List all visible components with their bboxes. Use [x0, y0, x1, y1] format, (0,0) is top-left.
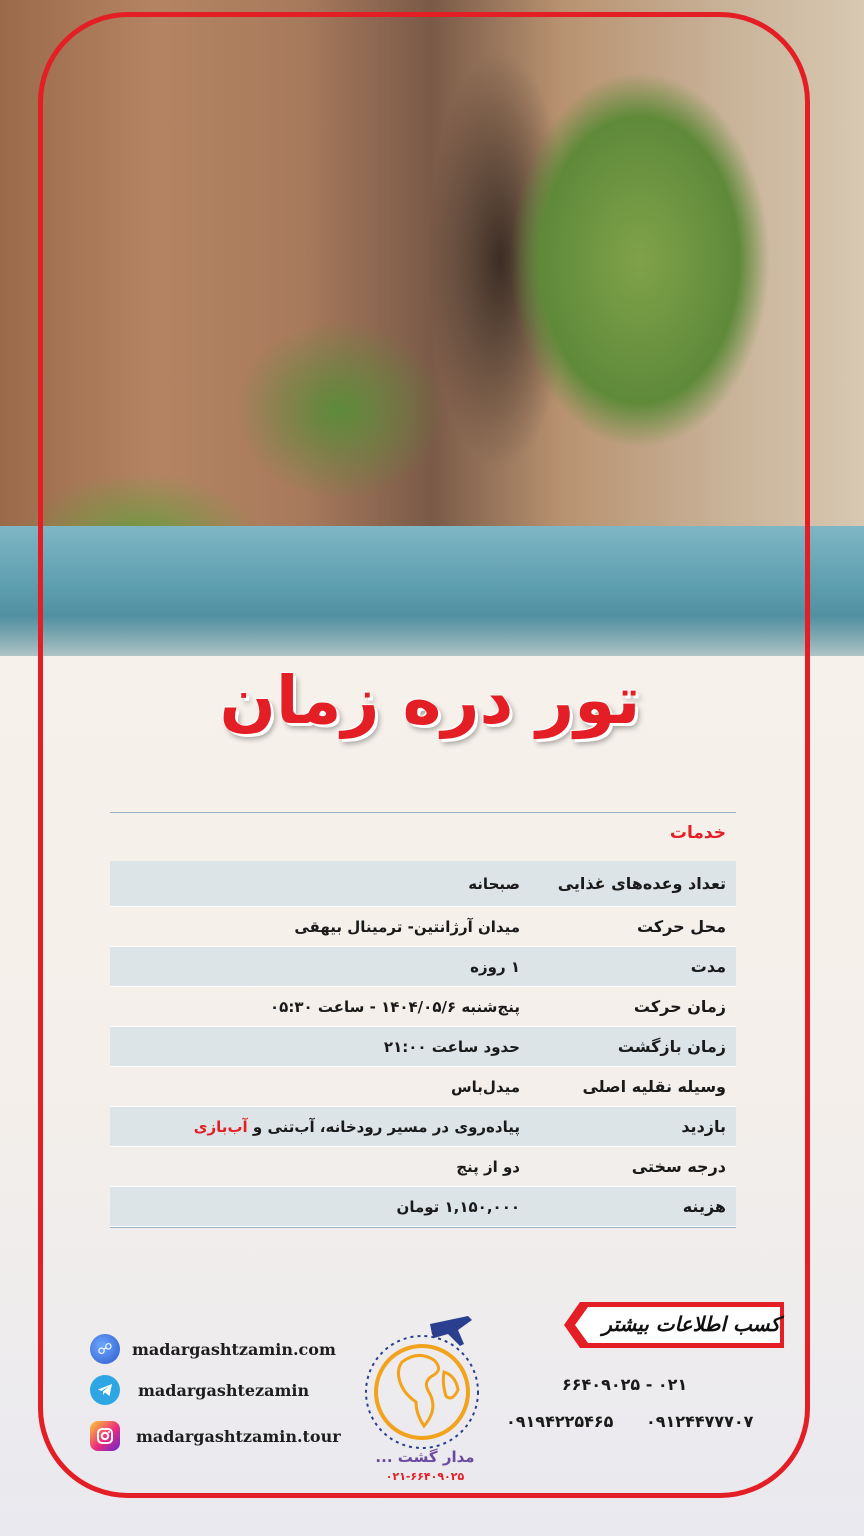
phone-mobile-1[interactable]: ۰۹۱۹۴۲۲۵۴۶۵ [506, 1412, 614, 1431]
logo-brand-name: مدار گشت ... [375, 1448, 475, 1466]
instagram-handle[interactable]: madargashtzamin.tour [136, 1426, 341, 1446]
row-label: درجه سختی [631, 1157, 726, 1176]
instagram-icon [90, 1421, 120, 1451]
tour-title: تور دره زمان [219, 662, 641, 739]
row-value: صبحانه [468, 874, 520, 893]
telegram-handle[interactable]: madargashtezamin [138, 1380, 310, 1400]
hero-photo-canyon [0, 0, 864, 656]
table-row-price [110, 1187, 736, 1227]
row-value: میدل‌باس [450, 1077, 520, 1096]
table-row-duration [110, 947, 736, 987]
visit-highlight: آب‌بازی [193, 1117, 248, 1136]
row-label: زمان حرکت [633, 997, 726, 1016]
row-value: دو از پنج [456, 1157, 520, 1176]
contact-instagram[interactable] [90, 1421, 341, 1451]
phone-mobile-2[interactable]: ۰۹۱۲۴۴۷۷۷۰۷ [646, 1412, 754, 1431]
contact-website[interactable] [90, 1334, 336, 1364]
services-heading: خدمات [669, 823, 726, 843]
table-row-departure-time [110, 987, 736, 1027]
row-value: ۱ روزه [470, 957, 520, 976]
table-row-visit [110, 1107, 736, 1147]
row-label: وسیله نقلیه اصلی [582, 1077, 726, 1096]
price-value: ۱,۱۵۰,۰۰۰ تومان [396, 1197, 520, 1216]
table-row-return-time [110, 1027, 736, 1067]
telegram-icon [90, 1375, 120, 1405]
logo-phone: ۰۲۱-۶۶۴۰۹۰۲۵ [385, 1470, 465, 1483]
services-table [110, 812, 736, 1228]
row-value [110, 1118, 526, 1136]
row-value: پنج‌شنبه ۱۴۰۴/۰۵/۶ - ساعت ۰۵:۳۰ [270, 997, 520, 1016]
table-row-vehicle [110, 1067, 736, 1107]
table-row-departure-place [110, 907, 736, 947]
row-label: زمان بازگشت [617, 1037, 726, 1056]
more-info-label: کسب اطلاعات بیشتر [602, 1312, 780, 1336]
row-label: هزینه [682, 1197, 726, 1216]
row-value: حدود ساعت ۲۱:۰۰ [383, 1037, 520, 1056]
visit-text: پیاده‌روی در مسیر رودخانه، آب‌تنی و [247, 1117, 520, 1136]
row-value: میدان آرژانتین- ترمینال بیهقی [294, 917, 520, 936]
phone-landline[interactable]: ۰۲۱ - ۶۶۴۰۹۰۲۵ [562, 1375, 688, 1394]
row-label: محل حرکت [636, 917, 726, 936]
table-row-meals [110, 861, 736, 907]
globe-icon: ☍ [90, 1334, 120, 1364]
row-label: تعداد وعده‌های غذایی [557, 874, 726, 893]
table-row-difficulty [110, 1147, 736, 1187]
row-label: مدت [690, 957, 726, 976]
contact-telegram[interactable] [90, 1375, 309, 1405]
row-label: بازدید [681, 1117, 726, 1136]
website-link[interactable]: madargashtzamin.com [132, 1339, 336, 1359]
